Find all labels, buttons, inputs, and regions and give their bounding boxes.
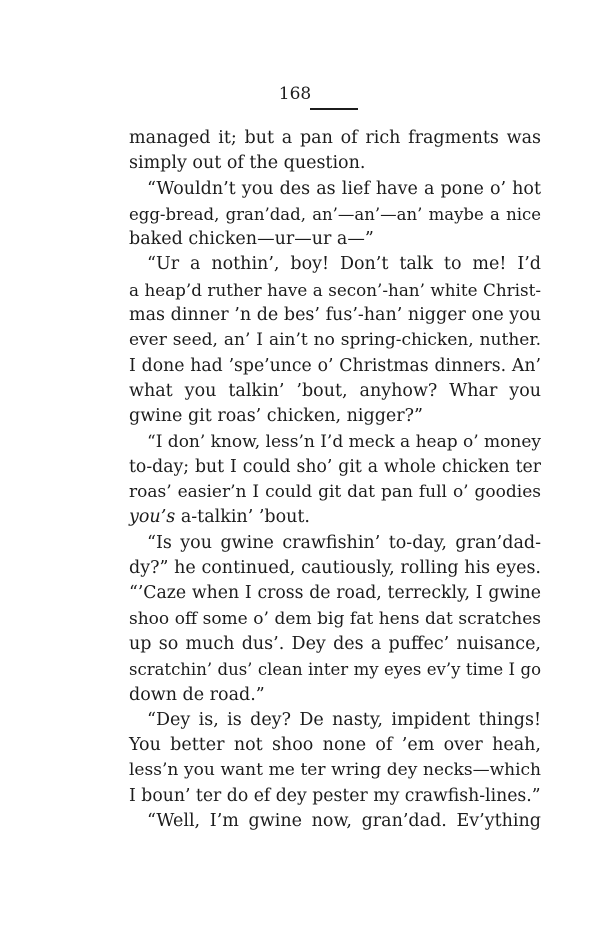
text-line: egg-bread, gran’dad, an’—an’—an’ maybe a nice (129, 204, 541, 224)
text-line: what you talkin’ ’bout, anyhow? Whar you (129, 380, 541, 401)
text-line: to-day; but I could sho’ git a whole chicken ter (129, 456, 541, 477)
body-text (129, 126, 541, 834)
text-line: you’s a-talkin’ ’bout. (129, 507, 310, 528)
text-line: “’Caze when I cross de road, terreckly, I gwine (129, 583, 541, 604)
text-line: “I don’ know, less’n I’d meck a heap o’ money (147, 431, 542, 452)
text-line: scratchin’ dus’ clean inter my eyes ev’y time I go (129, 660, 541, 680)
page-number-rule (310, 108, 358, 110)
text-line: “Ur a nothin’, boy! Don’t talk to me! I’d (147, 254, 541, 275)
text-line: “Dey is, is dey? De nasty, impident things! (147, 709, 541, 730)
text-line: gwine git roas’ chicken, nigger?” (129, 406, 423, 427)
text-line: “Well, I’m gwine now, gran’dad. Ev’ything (147, 811, 541, 832)
page-number: 168 (278, 84, 312, 104)
text-line: less’n you want me ter wring dey necks—which (129, 760, 541, 781)
text-line: I boun’ ter do ef dey pester my crawfish-lines.” (129, 785, 541, 806)
text-line: down de road.” (129, 684, 265, 705)
text-line: shoo off some o’ dem big fat hens dat scratches (129, 608, 541, 629)
text-line: dy?” he continued, cautiously, rolling his eyes. (129, 558, 541, 579)
text-line: You better not shoo none of ’em over heah, (129, 735, 541, 756)
text-line: ever seed, an’ I ain’t no spring-chicken, nuther. (129, 330, 541, 351)
text-line: up so much dus’. Dey des a puffec’ nuisance, (129, 633, 541, 654)
text-line: “Is you gwine crawfishin’ to-day, gran’dad- (147, 532, 541, 553)
text-line: a heap’d ruther have a secon’-han’ white Christ- (129, 279, 541, 300)
text-line: simply out of the question. (129, 153, 366, 174)
text-line: “Wouldn’t you des as lief have a pone o’ hot (147, 178, 541, 199)
text-line: I done had ’spe’unce o’ Christmas dinners. An’ (129, 355, 541, 376)
text-line: roas’ easier’n I could git dat pan full o’ goodies (129, 482, 541, 503)
italic-word: you’s (129, 507, 176, 528)
text-line: baked chicken—ur—ur a—” (129, 229, 374, 250)
text-line: mas dinner ’n de bes’ fus’-han’ nigger one you (129, 305, 541, 326)
text-line: managed it; but a pan of rich fragments was (129, 128, 541, 148)
